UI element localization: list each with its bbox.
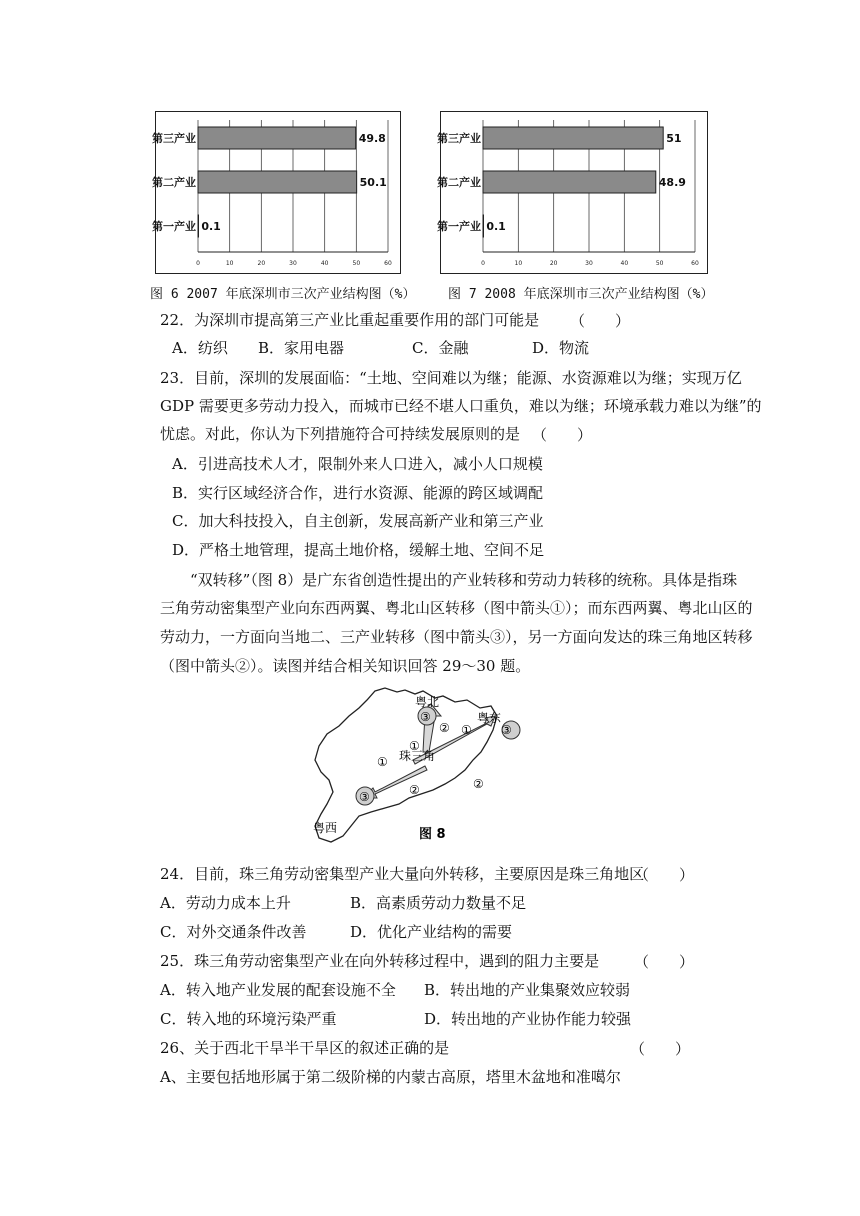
label-north: 粤北 [415, 695, 440, 709]
q24-option-c: C．对外交通条件改善 [160, 923, 307, 941]
bar-1 [483, 171, 656, 193]
bar-1 [198, 171, 357, 193]
fig7-caption: 图 7 2008 年底深圳市三次产业结构图（%） [448, 287, 714, 302]
marker-1-west: ① [377, 755, 388, 769]
q23-line3: 忧虑。对此，你认为下列措施符合可持续发展原则的是 [160, 425, 521, 443]
value-label: 49.8 [358, 132, 386, 145]
q22-answer-paren: （ ） [570, 312, 631, 330]
fig6-caption: 图 6 2007 年底深圳市三次产业结构图（%） [150, 287, 416, 302]
q22-option-c: C．金融 [412, 339, 469, 357]
category-label: 第二产业 [152, 176, 196, 189]
bar-2 [483, 215, 484, 237]
marker-3-west: ③ [359, 790, 370, 804]
category-label: 第一产业 [152, 220, 196, 233]
figure-title: 图 8 [419, 827, 446, 842]
q25-option-a: A．转入地产业发展的配套设施不全 [160, 981, 396, 999]
q22-option-b: B．家用电器 [258, 339, 345, 357]
category-label: 第三产业 [152, 132, 196, 145]
q24-option-b: B．高素质劳动力数量不足 [350, 894, 527, 912]
x-tick-label: 50 [655, 260, 664, 267]
q23-line2: GDP 需要更多劳动力投入，而城市已经不堪人口重负，难以为继；环境承载力难以为继”的 [160, 397, 762, 415]
q25-stem: 25．珠三角劳动密集型产业在向外转移过程中，遇到的阻力主要是 [160, 952, 600, 970]
category-label: 第一产业 [437, 220, 481, 233]
intro-line2: 三角劳动密集型产业向东西两翼、粤北山区转移（图中箭头①）；而东西两翼、粤北山区的 [160, 599, 753, 617]
q26-option-a: A、主要包括地形属于第二级阶梯的内蒙古高原，塔里木盆地和准噶尔 [160, 1068, 621, 1086]
x-tick-label: 0 [196, 260, 200, 267]
x-tick-label: 40 [620, 260, 629, 267]
q24-answer-paren: （ ） [634, 866, 695, 884]
q25-option-b: B．转出地的产业集聚效应较弱 [424, 981, 631, 999]
value-label: 48.9 [658, 176, 686, 189]
marker-3-east: ③ [501, 723, 512, 737]
label-east: 粤东 [477, 711, 502, 725]
q25-answer-paren: （ ） [634, 953, 695, 971]
q25-option-d: D．转出地的产业协作能力较强 [424, 1010, 632, 1028]
province-outline [315, 688, 497, 842]
value-label: 0.1 [201, 220, 221, 233]
x-tick-label: 0 [481, 260, 485, 267]
marker-2-east: ② [473, 777, 484, 791]
label-west: 粤西 [313, 821, 338, 835]
bar-chart-2008 [437, 112, 707, 273]
x-tick-label: 40 [320, 260, 329, 267]
x-tick-label: 20 [257, 260, 266, 267]
category-label: 第三产业 [437, 132, 481, 145]
q22-stem: 22．为深圳市提高第三产业比重起重要作用的部门可能是 [160, 311, 540, 329]
value-label: 50.1 [359, 176, 387, 189]
bar-0 [198, 127, 356, 149]
q22-option-a: A．纺织 [172, 339, 228, 357]
x-tick-label: 30 [585, 260, 593, 267]
x-tick-label: 60 [384, 260, 392, 267]
category-label: 第二产业 [437, 176, 481, 189]
q23-option-a: A．引进高技术人才，限制外来人口进入，减小人口规模 [172, 455, 543, 473]
x-tick-label: 60 [691, 260, 699, 267]
x-tick-label: 20 [549, 260, 558, 267]
q23-option-d: D．严格土地管理，提高土地价格，缓解土地、空间不足 [172, 541, 545, 559]
intro-line1: “双转移”（图 8）是广东省创造性提出的产业转移和劳动力转移的统称。具体是指珠 [190, 571, 738, 589]
x-tick-label: 10 [225, 260, 234, 267]
marker-1-east: ① [461, 723, 472, 737]
q22-option-d: D．物流 [532, 339, 590, 357]
q26-stem: 26、关于西北干旱半干旱区的叙述正确的是 [160, 1039, 450, 1057]
chart-fig7 [437, 111, 708, 274]
x-tick-label: 50 [352, 260, 361, 267]
marker-2-west: ② [409, 783, 420, 797]
q24-stem: 24．目前，珠三角劳动密集型产业大量向外转移，主要原因是珠三角地区 [160, 865, 645, 883]
guangdong-map [305, 686, 512, 846]
marker-3-north: ③ [420, 710, 431, 724]
x-tick-label: 30 [289, 260, 297, 267]
bar-chart-2007 [152, 112, 400, 273]
bar-0 [483, 127, 663, 149]
q23-option-c: C．加大科技投入，自主创新，发展高新产业和第三产业 [172, 512, 544, 530]
intro-line3: 劳动力，一方面向当地二、三产业转移（图中箭头③），另一方面向发达的珠三角地区转移 [160, 628, 753, 646]
q23-line1: 23．目前，深圳的发展面临：“土地、空间难以为继；能源、水资源难以为继；实现万亿 [160, 369, 742, 387]
intro-line4: （图中箭头②）。读图并结合相关知识回答 29～30 题。 [160, 657, 531, 675]
marker-2-north: ② [439, 721, 450, 735]
q24-option-a: A．劳动力成本上升 [160, 894, 291, 912]
chart-fig6 [152, 111, 401, 274]
bar-2 [198, 215, 199, 237]
q26-answer-paren: （ ） [630, 1040, 691, 1058]
label-prd: 珠三角 [399, 749, 436, 763]
q23-answer-paren: （ ） [532, 426, 593, 444]
value-label: 51 [666, 132, 682, 145]
q24-option-d: D．优化产业结构的需要 [350, 923, 513, 941]
q23-option-b: B．实行区域经济合作，进行水资源、能源的跨区域调配 [172, 484, 544, 502]
marker-1-north: ① [409, 739, 420, 753]
x-tick-label: 10 [514, 260, 523, 267]
value-label: 0.1 [486, 220, 506, 233]
q25-option-c: C．转入地的环境污染严重 [160, 1010, 337, 1028]
